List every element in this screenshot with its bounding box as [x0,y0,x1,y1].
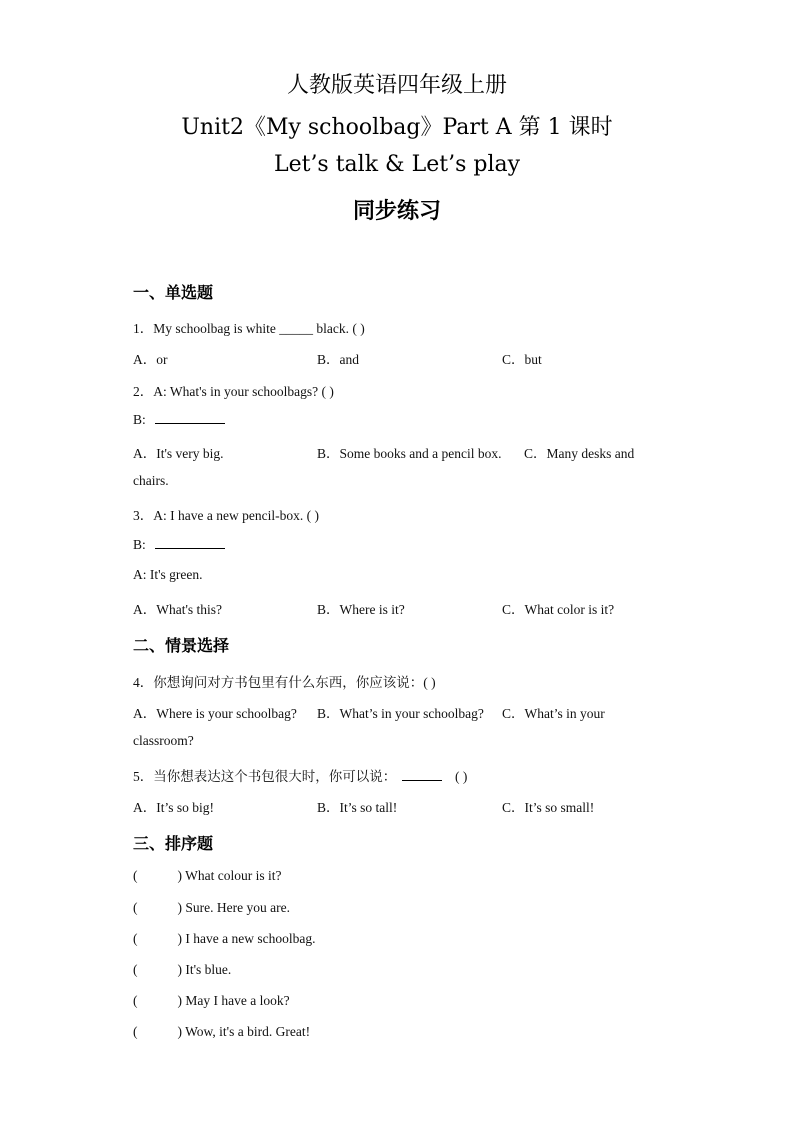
question-2-option-c: C．Many desks and [524,446,635,461]
question-2-answer-line [133,411,225,428]
question-3-stem: 3．A: I have a new pencil-box. ( ) [133,508,319,523]
ordering-item [133,931,315,947]
question-3-option-c: C．What color is it? [502,602,615,617]
ordering-close-paren: ) [177,962,182,977]
section-heading-single-choice: 一、单选题 [133,283,214,302]
title-line-4: 同步练习 [352,198,441,224]
ordering-item-text: It's blue. [185,962,232,977]
title-line-3: Let’s talk & Let’s play [273,152,521,177]
question-3-answer-line [133,536,225,553]
ordering-close-paren: ) [177,900,182,915]
question-4-stem: 4．你想询问对方书包里有什么东西，你应该说：( ) [133,675,436,690]
ordering-open-paren: ( [133,962,138,977]
title-line-2: Unit2《My schoolbag》Part A 第 1 课时 [181,115,613,140]
question-5-option-a: A．It’s so big! [133,800,214,815]
section-heading-ordering: 三、排序题 [133,834,214,853]
question-1-stem: 1．My schoolbag is white _____ black. ( ) [133,321,365,336]
ordering-item-text: Sure. Here you are. [185,900,290,915]
question-5-option-b: B．It’s so tall! [317,800,398,815]
question-3-option-b: B．Where is it? [317,602,405,617]
question-2-option-a: A．It's very big. [133,446,224,461]
question-3-blank[interactable] [155,536,225,549]
question-3-dialogue-line: A: It's green. [133,567,203,582]
question-5-stem: 5．当你想表达这个书包很大时，你可以说： [133,769,397,784]
question-4-option-b: B．What’s in your schoolbag? [317,706,484,721]
section-heading-situational-choice: 二、情景选择 [133,636,230,655]
ordering-item-text: What colour is it? [185,868,282,883]
question-4-option-c: C．What’s in your [502,706,605,721]
question-4-option-c-continued: classroom? [133,733,194,748]
title-line-1: 人教版英语四年级上册 [286,73,507,98]
ordering-item [133,1024,310,1040]
question-2-blank[interactable] [155,411,225,424]
ordering-item [133,900,290,916]
ordering-item [133,993,290,1009]
ordering-close-paren: ) [177,993,182,1008]
question-2-option-b: B．Some books and a pencil box. [317,446,502,461]
ordering-item-text: May I have a look? [185,993,290,1008]
ordering-item [133,962,231,978]
question-3-option-a: A．What's this? [133,602,223,617]
question-3-b-label: B: [133,537,146,552]
question-5-stem-tail: ( ) [455,769,468,784]
question-1-option-c: C．but [502,352,542,367]
ordering-close-paren: ) [177,1024,182,1039]
question-1-option-b: B．and [317,352,359,367]
question-5-blank[interactable] [402,768,442,781]
question-2-b-label: B: [133,412,146,427]
ordering-open-paren: ( [133,993,138,1008]
ordering-open-paren: ( [133,1024,138,1039]
question-4-option-a: A．Where is your schoolbag? [133,706,297,721]
ordering-item [133,868,282,884]
ordering-open-paren: ( [133,900,138,915]
question-5-option-c: C．It’s so small! [502,800,595,815]
question-2-option-c-continued: chairs. [133,473,169,488]
ordering-item-text: Wow, it's a bird. Great! [185,1024,311,1039]
ordering-open-paren: ( [133,868,138,883]
question-5-stem-line [133,765,467,785]
ordering-item-text: I have a new schoolbag. [185,931,316,946]
ordering-open-paren: ( [133,931,138,946]
question-1-option-a: A．or [133,352,168,367]
ordering-close-paren: ) [177,868,182,883]
ordering-close-paren: ) [177,931,182,946]
question-2-stem: 2．A: What's in your schoolbags? ( ) [133,384,334,399]
